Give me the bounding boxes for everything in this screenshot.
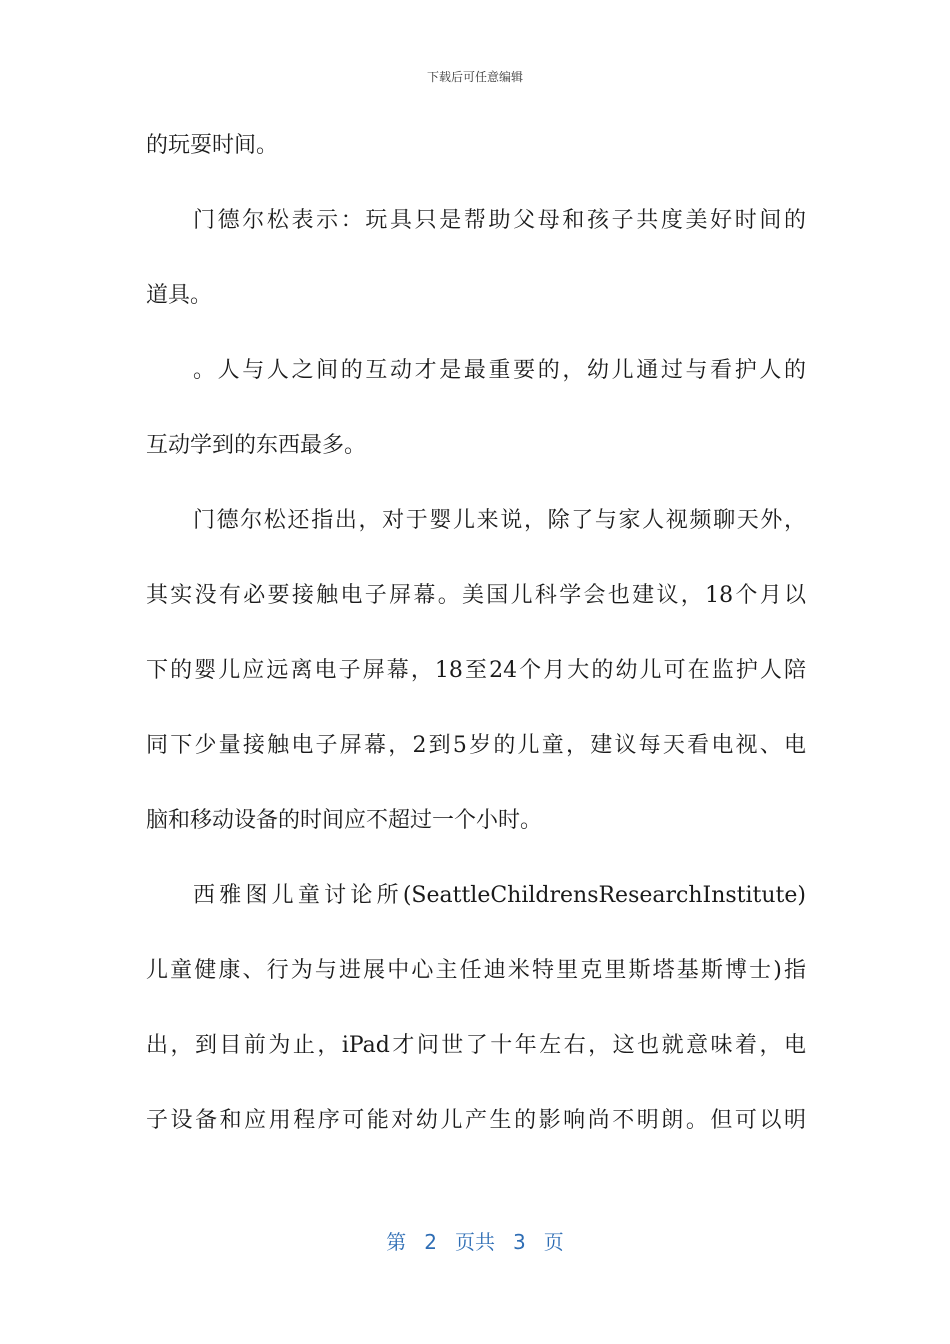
text-line: 出，到目前为止，iPad才问世了十年左右，这也就意味着，电 [146, 1033, 806, 1058]
text-line: 道具。 [146, 283, 213, 308]
text-line: 下的婴儿应远离电子屏幕，18至24个月大的幼儿可在监护人陪 [146, 658, 806, 683]
page-footer [0, 1226, 950, 1255]
footer-total-pages: 3 [513, 1230, 526, 1254]
footer-prefix: 第 [386, 1230, 407, 1254]
page-header-note: 下载后可任意编辑 [426, 70, 523, 84]
text-line: 的玩耍时间。 [146, 133, 279, 158]
text-line: 。人与人之间的互动才是最重要的，幼儿通过与看护人的 [193, 358, 806, 383]
footer-middle: 页共 [455, 1230, 495, 1254]
text-line: 互动学到的东西最多。 [146, 433, 367, 458]
text-line: 子设备和应用程序可能对幼儿产生的影响尚不明朗。但可以明 [146, 1108, 806, 1133]
text-line: 门德尔松表示：玩具只是帮助父母和孩子共度美好时间的 [193, 208, 806, 233]
text-line: 其实没有必要接触电子屏幕。美国儿科学会也建议，18个月以 [146, 583, 806, 608]
document-body [146, 123, 806, 1173]
text-line: 同下少量接触电子屏幕，2到5岁的儿童，建议每天看电视、电 [146, 733, 806, 758]
text-line: 门德尔松还指出，对于婴儿来说，除了与家人视频聊天外， [193, 508, 806, 533]
footer-suffix: 页 [543, 1230, 564, 1254]
text-line: 儿童健康、行为与进展中心主任迪米特里克里斯塔基斯博士)指 [146, 958, 806, 983]
text-line: 西雅图儿童讨论所(SeattleChildrensResearchInstitute) [193, 883, 806, 908]
text-line: 脑和移动设备的时间应不超过一个小时。 [146, 808, 543, 833]
footer-page-number: 2 [424, 1230, 437, 1254]
